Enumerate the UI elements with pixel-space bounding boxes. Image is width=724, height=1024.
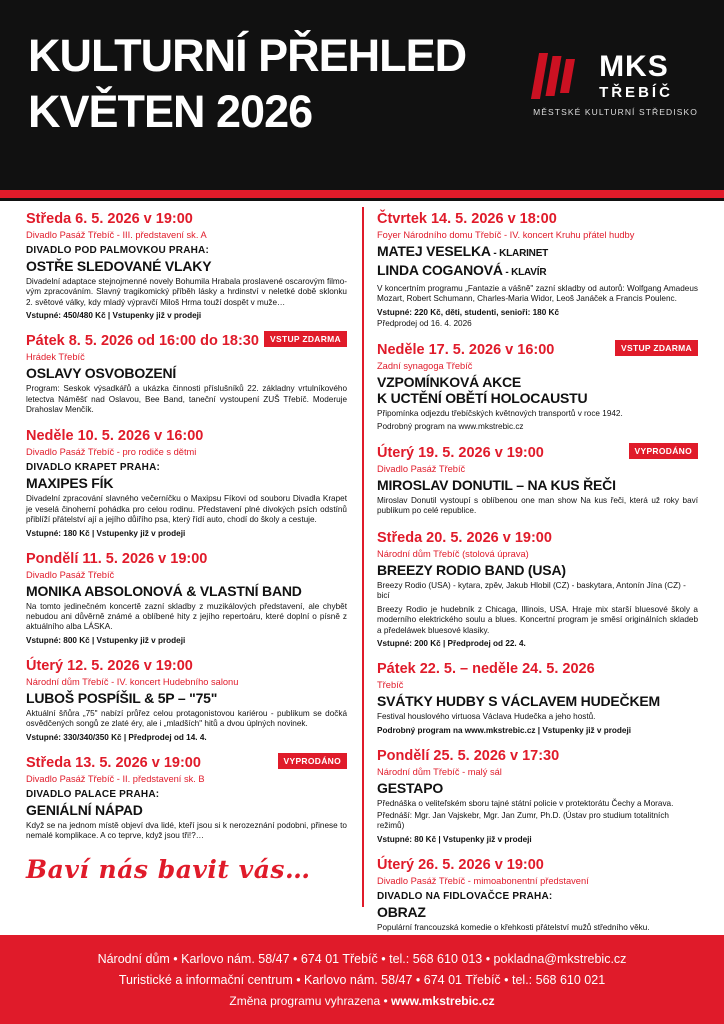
- status-badge: VYPRODÁNO: [278, 753, 348, 769]
- event-title-secondary: [377, 262, 698, 281]
- event-item[interactable]: [26, 551, 347, 645]
- logo-subtitle: MĚSTSKÉ KULTURNÍ STŘEDISKO: [533, 107, 698, 117]
- event-description: Miroslav Donutil vystoupí s oblíbenou one man show Na kus řeči, která už roky baví publikum po celé republice.: [377, 496, 698, 516]
- event-title: BREEZY RODIO BAND (USA): [377, 561, 566, 578]
- column-divider: [362, 207, 364, 907]
- event-title: [377, 243, 698, 262]
- event-organiser: DIVADLO KRAPET PRAHA:: [26, 462, 161, 474]
- event-price: Vstupné: 180 Kč | Vstupenky již v prodeji: [26, 528, 186, 538]
- event-organiser: DIVADLO NA FIDLOVAČCE PRAHA:: [377, 890, 553, 902]
- event-item[interactable]: [377, 211, 698, 329]
- event-date: Středa 20. 5. 2026 v 19:00: [377, 529, 552, 546]
- event-description: Přednáška o veliteľském sboru tajné státní policie v protektorátu Čechy a Morava.: [377, 798, 674, 808]
- event-title: VZPOMÍNKOVÁ AKCE: [377, 374, 522, 391]
- event-description: Festival houslového virtuosa Václava Hudečka a jeho hostů.: [377, 712, 596, 722]
- header-red-rule: [0, 190, 724, 198]
- event-description: Breezy Rodio je hudebník z Chicaga, Illinois, USA. Hraje mix starší bluesové školy a moderního elektrického soulu a blues. Koncertní program je směsí originálních skladeb a předeláwek bluesové klasiky.: [377, 605, 698, 635]
- event-item[interactable]: [377, 661, 698, 734]
- event-venue: Divadlo Pasáž Třebíč: [377, 464, 466, 475]
- event-item[interactable]: [377, 748, 698, 844]
- event-item[interactable]: [26, 333, 347, 415]
- event-venue: Třebíč: [377, 680, 404, 691]
- event-title: MIROSLAV DONUTIL – NA KUS ŘEČI: [377, 477, 616, 494]
- event-description: Program: Seskok výsadkářů a ukázka činnosti příslušníků 22. základny vrtulníkového letectva Náměšť nad Oslavou, Bee Band, taneční vystoupení ZUŠ Třebíč. Moderuje Drahoslav Menčík.: [26, 384, 347, 415]
- poster-footer: [0, 935, 724, 1024]
- event-venue: Národní dům Třebíč - malý sál: [377, 766, 502, 777]
- event-price: Vstupné: 220 Kč, děti, studenti, senioři: 180 Kč: [377, 307, 559, 317]
- event-venue: Divadlo Pasáž Třebíč: [26, 569, 115, 580]
- event-venue: Divadlo Pasáž Třebíč - mimoabonentní představení: [377, 875, 589, 886]
- performer-name: MATEJ VESELKA: [377, 243, 491, 259]
- event-item[interactable]: [26, 211, 347, 320]
- tagline: Baví nás bavit vás…: [26, 854, 311, 884]
- mks-logo: [533, 52, 698, 117]
- event-title: GESTAPO: [377, 779, 444, 796]
- performer-role-2: - KLAVÍR: [502, 267, 547, 278]
- event-venue: Národní dům Třebíč (stolová úprava): [377, 548, 529, 559]
- event-title-secondary: K UCTĚNÍ OBĚTÍ HOLOCAUSTU: [377, 390, 588, 407]
- mks-logo-mark-icon: [533, 53, 587, 99]
- event-date: Čtvrtek 14. 5. 2026 v 18:00: [377, 211, 557, 227]
- event-date: Pondělí 25. 5. 2026 v 17:30: [377, 747, 560, 764]
- poster-header: [0, 0, 724, 190]
- event-description: Připomínka odjezdu třebíčských květnových transportů v roce 1942.: [377, 409, 623, 419]
- event-date: Pátek 22. 5. – neděle 24. 5. 2026: [377, 661, 595, 678]
- event-price: Vstupné: 800 Kč | Vstupenky již v prodeji: [26, 635, 186, 645]
- event-venue: Zadní synagoga Třebíč: [377, 361, 473, 372]
- event-description: Aktuální šňůra „75" nabízí průřez celou protagonistovou kariérou - publikum se dočká osvědčených songů ze zlaté éry, ale i „mladších" hitů a dvou úplných novinek.: [26, 708, 347, 729]
- footer-website-link[interactable]: www.mkstrebic.cz: [391, 994, 495, 1008]
- event-description: Když se na jednom místě objeví dva lidé, kteří jsou si k nerozeznání podobni, přinese to nemalé komplikace. A co teprve, když jsou tři!?…: [26, 820, 347, 841]
- event-organiser: DIVADLO POD PALMOVKOU PRAHA:: [26, 245, 210, 256]
- event-date: Neděle 17. 5. 2026 v 16:00: [377, 342, 555, 359]
- program-content: [0, 201, 724, 958]
- event-item[interactable]: [377, 342, 698, 432]
- status-badge: VSTUP ZDARMA: [615, 340, 698, 356]
- event-item[interactable]: [377, 530, 698, 648]
- event-description: Divadelní zpracování slavného večerníčku o Maxipsu Fíkovi od souboru Divadla Krapet je veselá činoherní pohádka pro celou rodinu. Představení plné divokých psích odstínů přiblíží přátelství ají a jejího důiřího psa, který řídí auto, chodí do školy a cestuje.: [26, 494, 347, 525]
- event-organiser: DIVADLO PALACE PRAHA:: [26, 788, 160, 800]
- event-description: Divadelní adaptace stejnojmenné novely Bohumila Hrabala proslavené oscarovým filmovým zpracováním. Slavný tragikomický příběh lásky a hrdinství v neletké době sklonku 2. světové války, kdy mladý výpravčí Miloš Hrma touží dospět v muže…: [26, 277, 347, 307]
- event-item[interactable]: [26, 428, 347, 537]
- event-venue: Divadlo Pasáž Třebíč - pro rodiče s dětmi: [26, 447, 197, 458]
- event-lineup: Breezy Rodio (USA) - kytara, zpěv, Jakub Hlobil (CZ) - baskytara, Antonín Jína (CZ) - bicí: [377, 580, 686, 601]
- event-title: GENIÁLNÍ NÁPAD: [26, 801, 143, 818]
- logo-city-text: TŘEBÍČ: [599, 84, 673, 101]
- event-venue: Národní dům Třebíč - IV. koncert Hudebního salonu: [26, 676, 239, 687]
- event-date: Pátek 8. 5. 2026 od 16:00 do 18:30: [26, 333, 259, 350]
- footer-line-1: Národní dům • Karlovo nám. 58/47 • 674 01 Třebíč • tel.: 568 610 013 • pokladna@mkstrebic.cz: [97, 952, 627, 966]
- event-title: MAXIPES FÍK: [26, 475, 114, 492]
- event-description: Populární francouzská komedie o křehkosti přátelství mužů středního věku.: [377, 922, 650, 932]
- right-column: [361, 211, 698, 958]
- event-title: OSTŘE SLEDOVANÉ VLAKY: [26, 258, 212, 274]
- event-title: SVÁTKY HUDBY S VÁCLAVEM HUDEČKEM: [377, 693, 660, 710]
- event-venue: Divadlo Pasáž Třebíč - III. představení sk. A: [26, 230, 207, 240]
- page-title: [28, 28, 466, 140]
- event-item[interactable]: [377, 445, 698, 517]
- footer-line-3: [0, 991, 724, 1012]
- status-badge: VYPRODÁNO: [629, 443, 699, 459]
- event-date: Středa 6. 5. 2026 v 19:00: [26, 211, 193, 227]
- left-column: [26, 211, 361, 958]
- event-description: V koncertním programu „Fantazie a vášně" zazní skladby od autorů: Wolfgang Amadeus Mozart, Robert Schumann, Charles-Maria Widor, Leoš Janáček a Francis Poulenc.: [377, 284, 698, 304]
- title-line-1: KULTURNÍ PŘEHLED: [28, 30, 467, 81]
- performer-role: - KLARINET: [490, 248, 549, 259]
- performer-name-2: LINDA COGANOVÁ: [377, 262, 503, 278]
- title-line-2: KVĚTEN 2026: [28, 86, 313, 137]
- footer-note: Změna programu vyhrazena •: [229, 994, 391, 1008]
- event-price: Vstupné: 80 Kč | Vstupenky již v prodeji: [377, 834, 532, 844]
- event-item[interactable]: [26, 658, 347, 742]
- event-note: Předprodej od 16. 4. 2026: [377, 318, 472, 328]
- logo-main-text: MKS: [599, 50, 669, 83]
- event-item[interactable]: [377, 857, 698, 945]
- event-price: Podrobný program na www.mkstrebic.cz | Vstupenky již v prodeji: [377, 725, 632, 735]
- event-venue: Divadlo Pasáž Třebíč - II. představení sk. B: [26, 773, 205, 784]
- event-note: Podrobný program na www.mkstrebic.cz: [377, 421, 524, 431]
- event-date: Úterý 26. 5. 2026 v 19:00: [377, 856, 544, 873]
- event-venue: Hrádek Třebíč: [26, 352, 85, 363]
- event-description: Na tomto jedinečném koncertě zazní skladby z muzikálových představení, ale chybět nebudou ani důvěrně známé a oblíbené hity z jejího repertoáru, které doplní o písně z aktuálního alba LÁSKA.: [26, 601, 347, 632]
- event-price: Vstupné: 450/480 Kč | Vstupenky již v prodeji: [26, 311, 202, 321]
- status-badge: VSTUP ZDARMA: [264, 331, 347, 347]
- event-title: MONIKA ABSOLONOVÁ & VLASTNÍ BAND: [26, 582, 302, 599]
- event-date: Úterý 19. 5. 2026 v 19:00: [377, 445, 544, 462]
- event-date: Středa 13. 5. 2026 v 19:00: [26, 754, 201, 771]
- event-price: Vstupné: 330/340/350 Kč | Předprodej od 14. 4.: [26, 732, 207, 742]
- event-date: Úterý 12. 5. 2026 v 19:00: [26, 657, 193, 674]
- event-date: Pondělí 11. 5. 2026 v 19:00: [26, 550, 208, 567]
- event-price: Vstupné: 200 Kč | Předprodej od 22. 4.: [377, 639, 526, 649]
- event-title: OBRAZ: [377, 903, 426, 920]
- event-title: LUBOŠ POSPÍŠIL & 5P – "75": [26, 689, 218, 706]
- event-date: Neděle 10. 5. 2026 v 16:00: [26, 428, 204, 445]
- footer-line-2: Turistické a informační centrum • Karlovo nám. 58/47 • 674 01 Třebíč • tel.: 568 610 021: [118, 973, 606, 987]
- event-note: Přednáší: Mgr. Jan Vajskebr, Mgr. Jan Zumr, Ph.D. (Ústav pro studium totalitních režimů): [377, 811, 669, 831]
- event-title: OSLAVY OSVOBOZENÍ: [26, 365, 177, 382]
- event-venue: Foyer Národního domu Třebíč - IV. koncert Kruhu přátel hudby: [377, 230, 635, 240]
- event-item[interactable]: [26, 755, 347, 842]
